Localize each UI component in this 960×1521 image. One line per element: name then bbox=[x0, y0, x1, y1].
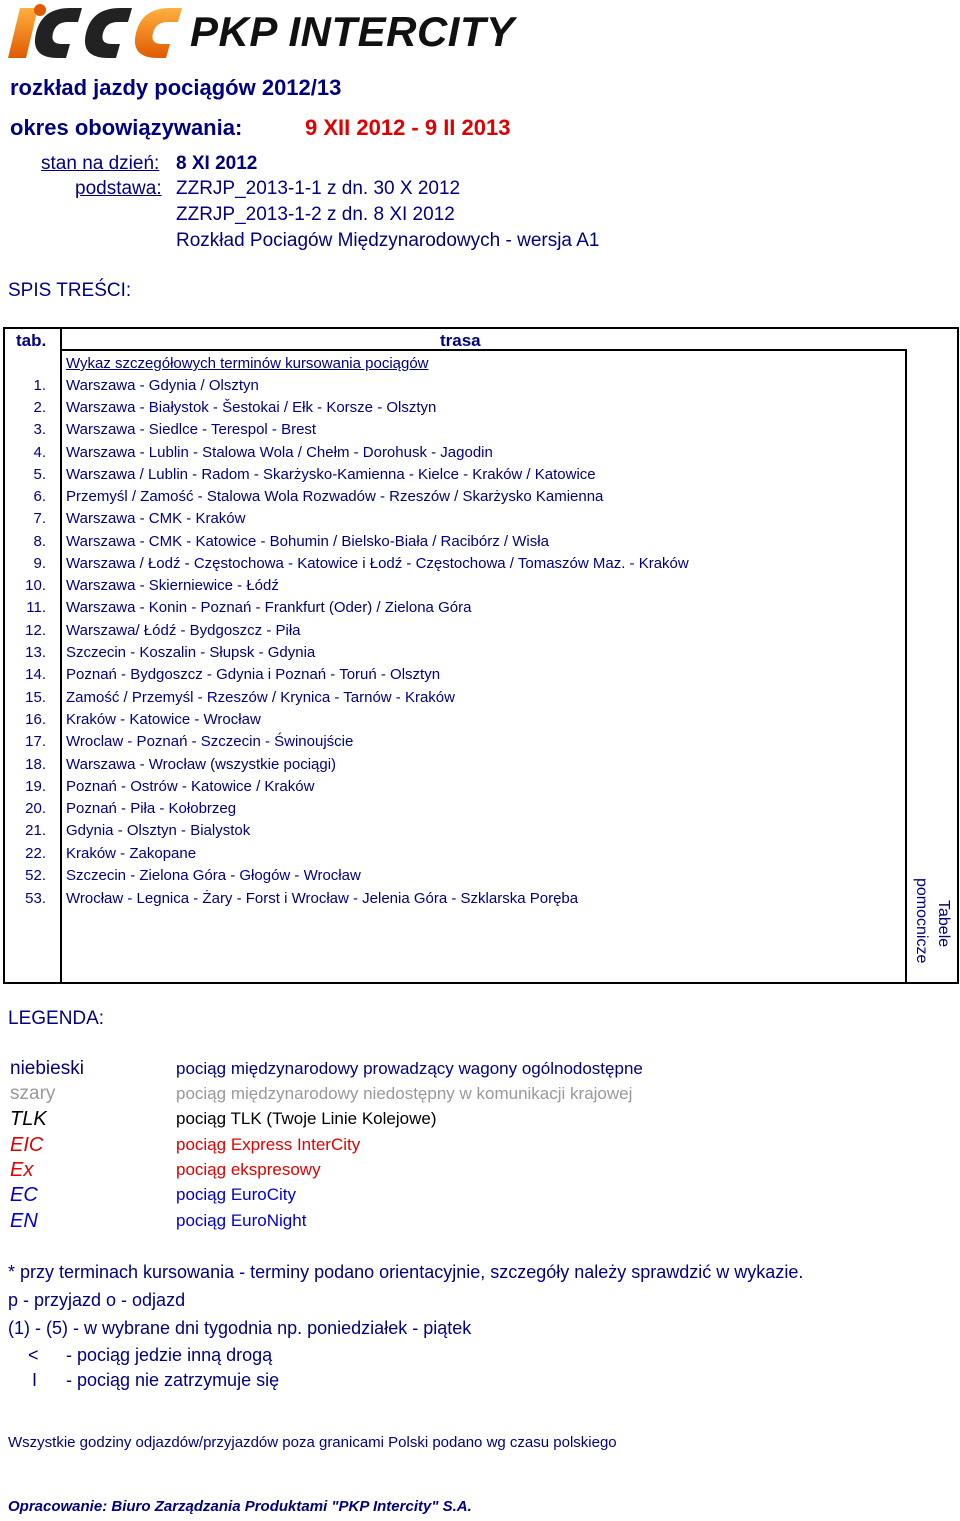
table-row-route[interactable]: Warszawa - Wrocław (wszystkie pociągi) bbox=[66, 756, 337, 773]
legend-key: niebieski bbox=[10, 1058, 84, 1079]
footer-credit: Opracowanie: Biuro Zarządzania Produktami "PKP Intercity" S.A. bbox=[8, 1498, 472, 1515]
table-row-route[interactable]: Poznań - Ostrów - Katowice / Kraków bbox=[66, 778, 315, 795]
row-number: 1. bbox=[33, 377, 46, 394]
note-symbol-no-stop: I bbox=[32, 1370, 38, 1390]
table-row-route[interactable]: Warszawa - CMK - Katowice - Bohumin / Bielsko-Biała / Racibórz / Wisła bbox=[66, 533, 549, 550]
note-weekdays: (1) - (5) - w wybrane dni tygodnia np. poniedziałek - piątek bbox=[8, 1318, 472, 1338]
legend-key: EIC bbox=[10, 1134, 44, 1156]
legend-key: EC bbox=[10, 1184, 38, 1206]
table-row-route[interactable]: Poznań - Piła - Kołobrzeg bbox=[66, 800, 237, 817]
row-number: 3. bbox=[33, 421, 46, 438]
intercity-logo-mark-icon bbox=[0, 0, 190, 64]
row-number: 53. bbox=[25, 890, 46, 907]
row-number: 4. bbox=[33, 444, 46, 461]
table-row-route[interactable]: Warszawa - Konin - Poznań - Frankfurt (Oder) / Zielona Góra bbox=[66, 599, 472, 616]
basis-label: podstawa: bbox=[75, 178, 162, 199]
note-arrival-departure: p - przyjazd o - odjazd bbox=[8, 1290, 186, 1310]
schedule-details-link[interactable]: Wykaz szczegółowych terminów kursowania pociągów bbox=[66, 355, 429, 372]
column-header-route: trasa bbox=[440, 331, 481, 350]
table-row-route[interactable]: Warszawa - CMK - Kraków bbox=[66, 510, 246, 527]
legend-description: pociąg EuroCity bbox=[176, 1185, 297, 1204]
table-row-route[interactable]: Wrocław - Legnica - Żary - Forst i Wrocław - Jelenia Góra - Szklarska Poręba bbox=[66, 890, 579, 907]
row-number: 10. bbox=[25, 577, 46, 594]
note-no-stop: - pociąg nie zatrzymuje się bbox=[66, 1370, 280, 1390]
table-divider bbox=[60, 327, 62, 984]
legend-description: pociąg międzynarodowy niedostępny w komunikacji krajowej bbox=[176, 1084, 633, 1103]
basis-value-1: ZZRJP_2013-1-1 z dn. 30 X 2012 bbox=[176, 178, 461, 199]
row-number: 6. bbox=[33, 488, 46, 505]
table-row-route[interactable]: Warszawa / Lublin - Radom - Skarżysko-Kamienna - Kielce - Kraków / Katowice bbox=[66, 466, 596, 483]
table-row-route[interactable]: Warszawa - Lublin - Stalowa Wola / Chełm - Dorohusk - Jagodin bbox=[66, 444, 493, 461]
date-value: 8 XI 2012 bbox=[176, 153, 258, 174]
table-row-route[interactable]: Warszawa - Gdynia / Olsztyn bbox=[66, 377, 259, 394]
row-number: 22. bbox=[25, 845, 46, 862]
column-header-tab: tab. bbox=[16, 331, 47, 350]
legend-description: pociąg TLK (Twoje Linie Kolejowe) bbox=[176, 1109, 437, 1128]
row-number: 13. bbox=[25, 644, 46, 661]
note-other-route: - pociąg jedzie inną drogą bbox=[66, 1345, 273, 1365]
pkp-intercity-logo bbox=[0, 0, 545, 64]
note-terms: * przy terminach kursowania - terminy podano orientacyjnie, szczegóły należy sprawdzić w wykazie. bbox=[8, 1262, 804, 1282]
table-row-route[interactable]: Warszawa / Łodź - Częstochowa - Katowice i Łodź - Częstochowa / Tomaszów Maz. - Kraków bbox=[66, 555, 689, 572]
table-row-route[interactable]: Szczecin - Zielona Góra - Głogów - Wrocław bbox=[66, 867, 361, 884]
period-label: okres obowiązywania: bbox=[10, 115, 243, 140]
table-row-route[interactable]: Wroclaw - Poznań - Szczecin - Świnoujście bbox=[66, 733, 354, 750]
row-number: 17. bbox=[25, 733, 46, 750]
legend-description: pociąg EuroNight bbox=[176, 1211, 307, 1230]
table-row-route[interactable]: Poznań - Bydgoszcz - Gdynia i Poznań - Toruń - Olsztyn bbox=[66, 666, 441, 683]
legend-description: pociąg ekspresowy bbox=[176, 1160, 321, 1179]
table-row-route[interactable]: Gdynia - Olsztyn - Bialystok bbox=[66, 822, 251, 839]
row-number: 18. bbox=[25, 756, 46, 773]
note-polish-time: Wszystkie godziny odjazdów/przyjazdów poza granicami Polski podano wg czasu polskiego bbox=[8, 1434, 617, 1451]
side-label-2: pomocnicze bbox=[913, 878, 930, 964]
page-title: rozkład jazdy pociągów 2012/13 bbox=[10, 75, 342, 100]
row-number: 9. bbox=[33, 555, 46, 572]
basis-value-3: Rozkład Pociagów Międzynarodowych - wersja A1 bbox=[176, 230, 600, 251]
legend-description: pociąg Express InterCity bbox=[176, 1135, 361, 1154]
table-row-route[interactable]: Warszawa - Skierniewice - Łódź bbox=[66, 577, 279, 594]
basis-value-2: ZZRJP_2013-1-2 z dn. 8 XI 2012 bbox=[176, 204, 455, 225]
row-number: 16. bbox=[25, 711, 46, 728]
row-number: 21. bbox=[25, 822, 46, 839]
table-divider bbox=[905, 350, 907, 984]
period-value: 9 XII 2012 - 9 II 2013 bbox=[305, 115, 511, 140]
row-number: 20. bbox=[25, 800, 46, 817]
legend-key: TLK bbox=[10, 1108, 47, 1130]
row-number: 12. bbox=[25, 622, 46, 639]
legend-description: pociąg międzynarodowy prowadzący wagony ogólnodostępne bbox=[176, 1059, 643, 1078]
row-number: 52. bbox=[25, 867, 46, 884]
row-number: 8. bbox=[33, 533, 46, 550]
legend-key: szary bbox=[10, 1083, 56, 1104]
toc-title: SPIS TREŚCI: bbox=[8, 280, 132, 301]
legend-key: Ex bbox=[10, 1159, 34, 1181]
table-row-route[interactable]: Przemyśl / Zamość - Stalowa Wola Rozwadów - Rzeszów / Skarżysko Kamienna bbox=[66, 488, 604, 505]
side-label-1: Tabele bbox=[935, 900, 952, 948]
row-number: 15. bbox=[25, 689, 46, 706]
note-symbol-other-route: < bbox=[28, 1345, 39, 1365]
table-row-route[interactable]: Kraków - Katowice - Wrocław bbox=[66, 711, 261, 728]
row-number: 7. bbox=[33, 510, 46, 527]
date-label: stan na dzień: bbox=[41, 153, 160, 174]
row-number: 2. bbox=[33, 399, 46, 416]
legend-key: EN bbox=[10, 1210, 38, 1232]
row-number: 5. bbox=[33, 466, 46, 483]
table-row-route[interactable]: Zamość / Przemyśl - Rzeszów / Krynica - Tarnów - Kraków bbox=[66, 689, 455, 706]
table-row-route[interactable]: Szczecin - Koszalin - Słupsk - Gdynia bbox=[66, 644, 316, 661]
table-divider bbox=[60, 349, 907, 351]
logo-text: PKP INTERCITY bbox=[190, 8, 515, 55]
legend-title: LEGENDA: bbox=[8, 1008, 105, 1029]
table-row-route[interactable]: Warszawa/ Łódź - Bydgoszcz - Piła bbox=[66, 622, 301, 639]
table-row-route[interactable]: Warszawa - Białystok - Šestokai / Ełk - Korsze - Olsztyn bbox=[66, 399, 437, 416]
table-row-route[interactable]: Warszawa - Siedlce - Terespol - Brest bbox=[66, 421, 317, 438]
auxiliary-tables-label bbox=[908, 878, 954, 970]
row-number: 14. bbox=[25, 666, 46, 683]
row-number: 19. bbox=[25, 778, 46, 795]
table-row-route[interactable]: Kraków - Zakopane bbox=[66, 845, 197, 862]
row-number: 11. bbox=[26, 599, 46, 616]
